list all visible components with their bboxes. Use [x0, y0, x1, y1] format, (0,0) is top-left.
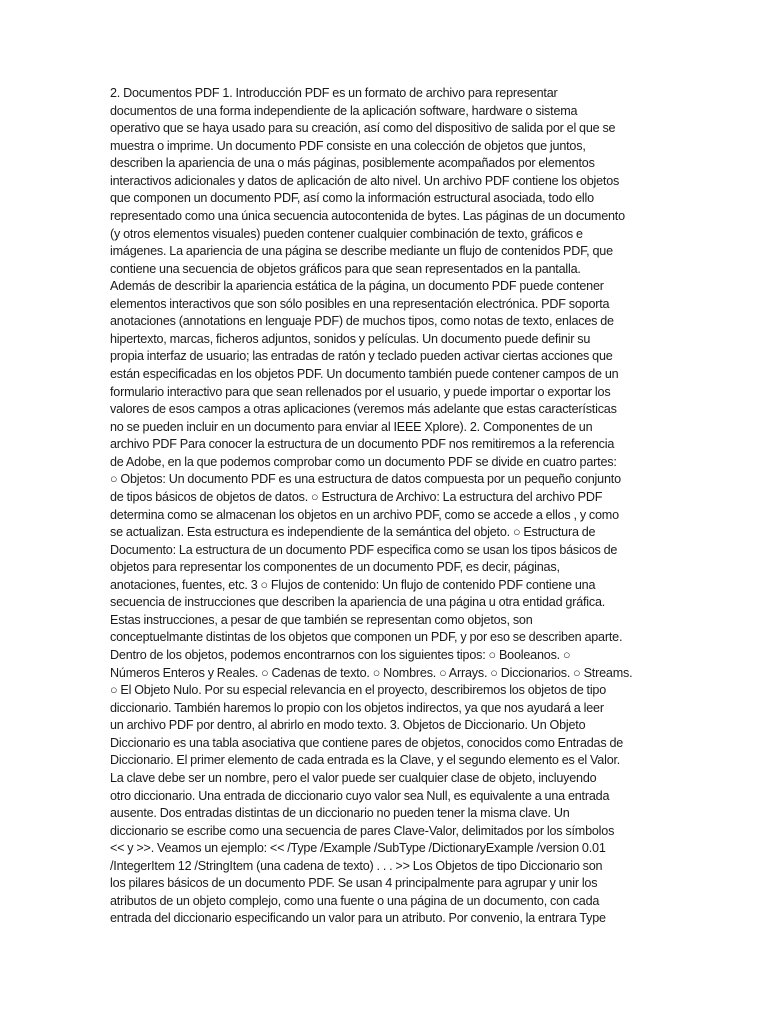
text-line: documentos de una forma independiente de la aplicación software, hardware o sistema — [110, 103, 578, 118]
text-line: diccionario. También haremos lo propio con los objetos indirectos, ya que nos ayudará a leer — [110, 700, 604, 715]
text-line: secuencia de instrucciones que describen la apariencia de una página u otra entidad gráfica. — [110, 595, 606, 610]
text-line: Números Enteros y Reales. ○ Cadenas de texto. ○ Nombres. ○ Arrays. ○ Diccionarios. ○ Streams. — [110, 665, 633, 680]
text-line: están especificadas en los objetos PDF. Un documento también puede contener campos de un — [110, 367, 619, 381]
text-line: ○ El Objeto Nulo. Por su especial relevancia en el proyecto, describiremos los objetos de tipo — [110, 683, 607, 698]
text-line: diccionario se escribe como una secuencia de pares Clave-Valor, delimitados por los símbolos — [110, 823, 615, 838]
text-line: Estas instrucciones, a pesar de que también se representan como objetos, son — [110, 612, 533, 627]
text-line: 2. Documentos PDF 1. Introducción PDF es un formato de archivo para representar — [110, 86, 558, 100]
text-line: objetos para representar los componentes de un documento PDF, es decir, páginas, — [110, 560, 560, 575]
text-line: muestra o imprime. Un documento PDF consiste en una colección de objetos que juntos, — [110, 138, 586, 153]
text-line: operativo que se haya usado para su creación, así como del dispositivo de salida por el que se — [110, 121, 616, 136]
text-line: Documento: La estructura de un documento PDF especifica como se usan los tipos básicos de — [110, 542, 618, 557]
text-line: determina como se almacenan los objetos en un archivo PDF, como se accede a ellos , y como — [110, 507, 619, 522]
text-line: un archivo PDF por dentro, al abrirlo en modo texto. 3. Objetos de Diccionario. Un Objeto — [110, 718, 586, 733]
text-line: archivo PDF Para conocer la estructura de un documento PDF nos remitiremos a la referencia — [110, 437, 615, 452]
text-line: ○ Objetos: Un documento PDF es una estructura de datos compuesta por un pequeño conjunto — [110, 472, 621, 487]
text-line: /IntegerItem 12 /StringItem (una cadena de texto) . . . >> Los Objetos de tipo Diccionario son — [110, 858, 603, 873]
text-line: (y otros elementos visuales) pueden contener cualquier combinación de texto, gráficos e — [110, 226, 583, 241]
text-line: representado como una única secuencia autocontenida de bytes. Las páginas de un documento — [110, 208, 625, 223]
text-line: describen la apariencia de una o más páginas, posiblemente acompañados por elementos — [110, 156, 595, 171]
text-line: de tipos básicos de objetos de datos. ○ Estructura de Archivo: La estructura del archivo PDF — [110, 489, 603, 504]
text-line: no se pueden incluir en un documento para enviar al IEEE Xplore). 2. Componentes de un — [110, 419, 593, 434]
text-line: propia interfaz de usuario; las entradas de ratón y teclado pueden activar ciertas acciones que — [110, 349, 613, 364]
text-line: otro diccionario. Una entrada de diccionario cuyo valor sea Null, es equivalente a una entrada — [110, 788, 610, 803]
text-line: << y >>. Veamos un ejemplo: << /Type /Example /SubType /DictionaryExample /version 0.01 — [110, 841, 606, 856]
text-line: de Adobe, en la que podemos comprobar como un documento PDF se divide en cuatro partes: — [110, 454, 617, 469]
text-line: anotaciones, fuentes, etc. 3 ○ Flujos de contenido: Un flujo de contenido PDF contiene una — [110, 577, 596, 592]
text-line: hipertexto, marcas, ficheros adjuntos, sonidos y películas. Un documento puede definir su — [110, 331, 591, 346]
text-line: conceptuelmante distintas de los objetos que componen un PDF, y por eso se describen aparte. — [110, 630, 623, 645]
text-line: formulario interactivo para que sean rellenados por el usuario, y puede importar o exportar los — [110, 384, 611, 399]
text-line: que componen un documento PDF, así como la información estructural asociada, todo ello — [110, 191, 594, 206]
text-line: valores de esos campos a otras aplicaciones (veremos más adelante que estas características — [110, 402, 617, 417]
text-line: elementos interactivos que son sólo posibles en una representación electrónica. PDF soporta — [110, 296, 610, 311]
text-line: ausente. Dos entradas distintas de un diccionario no pueden tener la misma clave. Un — [110, 806, 570, 821]
body-text — [110, 85, 670, 928]
text-line: los pilares básicos de un documento PDF. Se usan 4 principalmente para agrupar y unir los — [110, 876, 598, 891]
text-line: contiene una secuencia de objetos gráficos para que sean representados en la pantalla. — [110, 261, 581, 276]
text-line: se actualizan. Esta estructura es independiente de la semántica del objeto. ○ Estructura de — [110, 525, 596, 540]
text-line: La clave debe ser un nombre, pero el valor puede ser cualquier clase de objeto, incluyendo — [110, 770, 597, 785]
text-line: interactivos adicionales y datos de aplicación de alto nivel. Un archivo PDF contiene los objetos — [110, 173, 620, 188]
text-line: atributos de un objeto complejo, como una fuente o una página de un documento, con cada — [110, 893, 600, 908]
text-line: entrada del diccionario especificando un valor para un atributo. Por convenio, la entrara Type — [110, 911, 606, 926]
text-line: anotaciones (annotations en lenguaje PDF) de muchos tipos, como notas de texto, enlaces de — [110, 314, 614, 329]
text-line: Dentro de los objetos, podemos encontrarnos con los siguientes tipos: ○ Booleanos. ○ — [110, 648, 571, 662]
text-line: Diccionario. El primer elemento de cada entrada es la Clave, y el segundo elemento es el Valor. — [110, 753, 621, 768]
text-line: Además de describir la apariencia estática de la página, un documento PDF puede contener — [110, 279, 604, 294]
text-line: imágenes. La apariencia de una página se describe mediante un flujo de contenidos PDF, que — [110, 244, 613, 259]
text-line: Diccionario es una tabla asociativa que contiene pares de objetos, conocidos como Entradas de — [110, 735, 624, 750]
